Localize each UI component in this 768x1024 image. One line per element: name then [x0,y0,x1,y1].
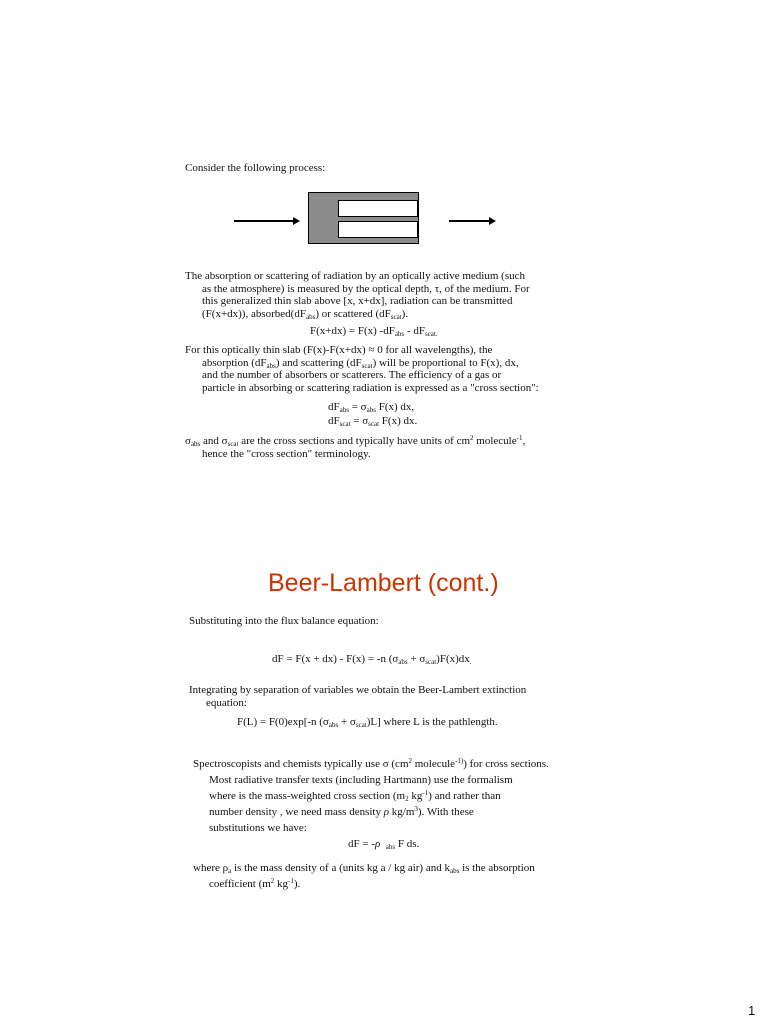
slab-diagram [230,190,510,246]
equation-flux-balance: F(x+dx) = F(x) $-dF_{abs} - dF_{scat.}$ [310,325,438,338]
paragraph-thin-slab: For this optically thin slab (F(x)-F(x+dx) ≈ 0 for all wavelengths), the absorption $(dF_{abs})$ and scattering $(dF_{scat})$ will be proportional to F(x), dx, and the number of absorbers or scatterers. The efficiency of a gas or particle in absorbing or scattering radiation is expressed as a "cross section": [185,344,539,394]
slide-title: Beer-Lambert (cont.) [268,569,499,597]
substituting-text: Substituting into the flux balance equation: [189,615,379,627]
page-number: 1 [748,1003,756,1018]
outgoing-arrow-head [489,217,496,225]
incoming-arrow-head [293,217,300,225]
equation-scattering: $dF_{scat} = \sigma_{scat}$ F(x) dx. [328,415,418,428]
paragraph-optical-depth: The absorption or scattering of radiation by an optically active medium (such as the atmosphere) is measured by the optical depth, τ, of the medium. For this generalized thin slab above [x, x+dx], radiation can be transmitted (F(x+dx)), $absorbed(dF_{abs})$ or scattered $(dF_{scat})$. [185,270,530,321]
equation-df: dF = F(x + dx) - F(x) = -n $(\sigma_{abs} + \sigma_{scat})F(x)dx_.$ [272,653,472,666]
slab-inner-bottom [338,221,418,238]
spectroscopists-text: Spectroscopists and chemists typically use σ ($cm^2$ molecule$^{-1)}$) for cross sections. Most radiative transfer texts (including Hartmann) use the formalism where is the mass-weighted cross section ($m_2$ $kg^{-1}$) and rather than number density , we need mass density ρ $kg/m^3$). With these substitutions we have: [193,757,549,834]
equation-mass-density: dF = -ρ $_{abs}$ F ds. [348,838,420,851]
slab-inner-top [338,200,418,217]
intro-text: Consider the following process: [185,162,326,174]
equation-beer-lambert: F(L) = F(0)exp[-n $(\sigma_{abs} + \sigma_{scat})L$] where L is the pathlength. [237,716,498,729]
absorption-coefficient-text: where $\rho_a$ is the mass density of a (units kg a / kg air) and $k_{abs}$ is the absorption coefficient ($m^2$ $kg^{-1}$). [193,862,535,890]
slab-box [308,192,419,244]
paragraph-cross-section: $\sigma_{abs}$ and $\sigma_{scat}$ are the cross sections and typically have units of $cm^2$ molecule$^{-1}$, hence the "cross section" terminology. [185,434,526,460]
outgoing-arrow-line [449,220,490,222]
integrating-text: Integrating by separation of variables we obtain the Beer-Lambert extinction equation: [189,684,527,709]
equation-absorption: $dF_{abs} = \sigma_{abs}$ F(x) dx, [328,401,415,414]
incoming-arrow-line [234,220,294,222]
